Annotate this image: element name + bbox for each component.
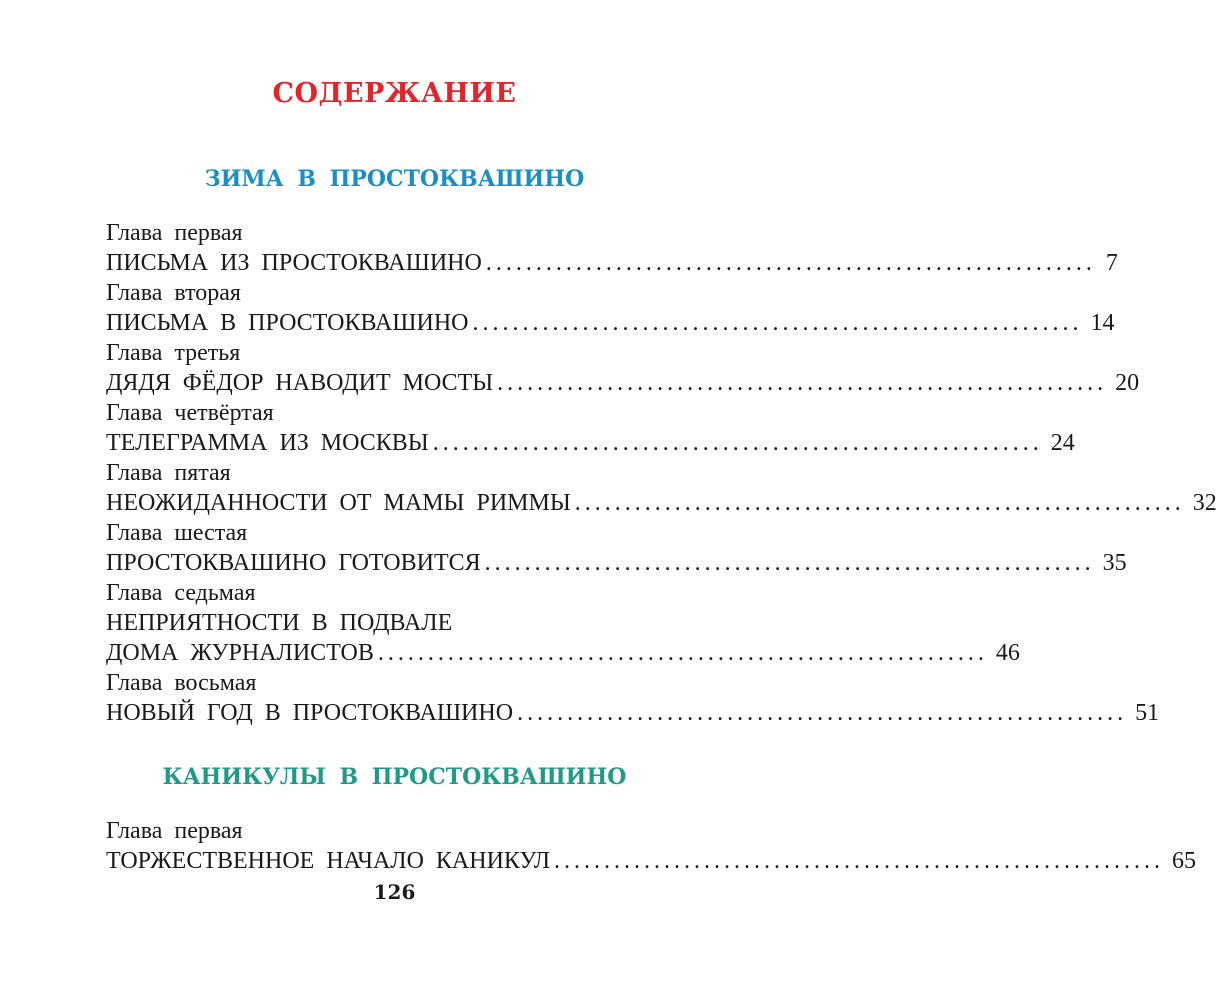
- chapter-title-line: [106, 698, 1160, 728]
- chapter-title-line: [106, 846, 1196, 876]
- chapter-title: ПИСЬМА ИЗ ПРОСТОКВАШИНО: [106, 250, 482, 276]
- section-title-holidays: КАНИКУЛЫ В ПРОСТОКВАШИНО: [162, 764, 627, 790]
- page-title: СОДЕРЖАНИЕ: [272, 78, 517, 109]
- toc-entry[interactable]: [106, 816, 1196, 876]
- chapter-label: Глава третья: [106, 340, 241, 366]
- toc-entry[interactable]: [106, 398, 1075, 458]
- chapter-label: Глава пятая: [106, 460, 231, 486]
- chapter-title: ПИСЬМА В ПРОСТОКВАШИНО: [106, 310, 469, 336]
- dot-leader: .............................................................: [432, 430, 1043, 456]
- chapter-page-number: 51: [1135, 700, 1160, 726]
- chapter-page-number: 14: [1090, 310, 1115, 336]
- chapter-title: ТЕЛЕГРАММА ИЗ МОСКВЫ: [106, 430, 429, 456]
- toc-entry[interactable]: [106, 458, 1217, 518]
- chapter-title-line: [106, 428, 1075, 458]
- toc-entry[interactable]: [106, 578, 1020, 668]
- dot-leader: .............................................................: [485, 250, 1096, 276]
- chapter-title: ДЯДЯ ФЁДОР НАВОДИТ МОСТЫ: [106, 370, 494, 396]
- chapter-page-number: 32: [1192, 490, 1217, 516]
- chapter-label: Глава четвёртая: [106, 400, 274, 426]
- chapter-title: НЕОЖИДАННОСТИ ОТ МАМЫ РИММЫ: [106, 490, 571, 516]
- toc-entry[interactable]: [106, 278, 1115, 338]
- toc-entry[interactable]: [106, 668, 1160, 728]
- chapter-title-line: [106, 248, 1118, 278]
- chapter-title-continued: ДОМА ЖУРНАЛИСТОВ: [106, 640, 374, 666]
- chapter-label: Глава восьмая: [106, 670, 257, 696]
- chapter-page-number: 24: [1050, 430, 1075, 456]
- chapter-label: Глава вторая: [106, 280, 241, 306]
- chapter-label: Глава первая: [106, 818, 243, 844]
- dot-leader: .............................................................: [484, 550, 1095, 576]
- toc-entry[interactable]: [106, 218, 1118, 278]
- chapter-page-number: 46: [995, 640, 1020, 666]
- chapter-title: НОВЫЙ ГОД В ПРОСТОКВАШИНО: [106, 700, 514, 726]
- chapter-title-line: [106, 638, 1020, 668]
- page-number: 126: [373, 880, 416, 904]
- chapter-label: Глава шестая: [106, 520, 248, 546]
- dot-leader: .............................................................: [472, 310, 1083, 336]
- chapter-page-number: 20: [1115, 370, 1140, 396]
- chapter-title-line: [106, 308, 1115, 338]
- chapter-title-line: [106, 548, 1127, 578]
- chapter-title-line: [106, 368, 1140, 398]
- toc-entry[interactable]: [106, 338, 1140, 398]
- dot-leader: .............................................................: [517, 700, 1128, 726]
- chapter-title: НЕПРИЯТНОСТИ В ПОДВАЛЕ: [106, 610, 453, 636]
- chapter-label: Глава седьмая: [106, 580, 256, 606]
- chapter-title: ПРОСТОКВАШИНО ГОТОВИТСЯ: [106, 550, 481, 576]
- chapter-page-number: 65: [1172, 848, 1196, 874]
- toc-entry[interactable]: [106, 518, 1127, 578]
- chapter-page-number: 35: [1102, 550, 1127, 576]
- dot-leader: .............................................................: [574, 490, 1185, 516]
- chapter-title: ТОРЖЕСТВЕННОЕ НАЧАЛО КАНИКУЛ: [106, 848, 550, 874]
- section-title-winter: ЗИМА В ПРОСТОКВАШИНО: [204, 166, 585, 192]
- dot-leader: .............................................................: [497, 370, 1108, 396]
- chapter-title-line: [106, 488, 1217, 518]
- dot-leader: .............................................................: [554, 848, 1164, 874]
- chapter-page-number: 7: [1105, 250, 1118, 276]
- chapter-label: Глава первая: [106, 220, 243, 246]
- dot-leader: .............................................................: [377, 640, 988, 666]
